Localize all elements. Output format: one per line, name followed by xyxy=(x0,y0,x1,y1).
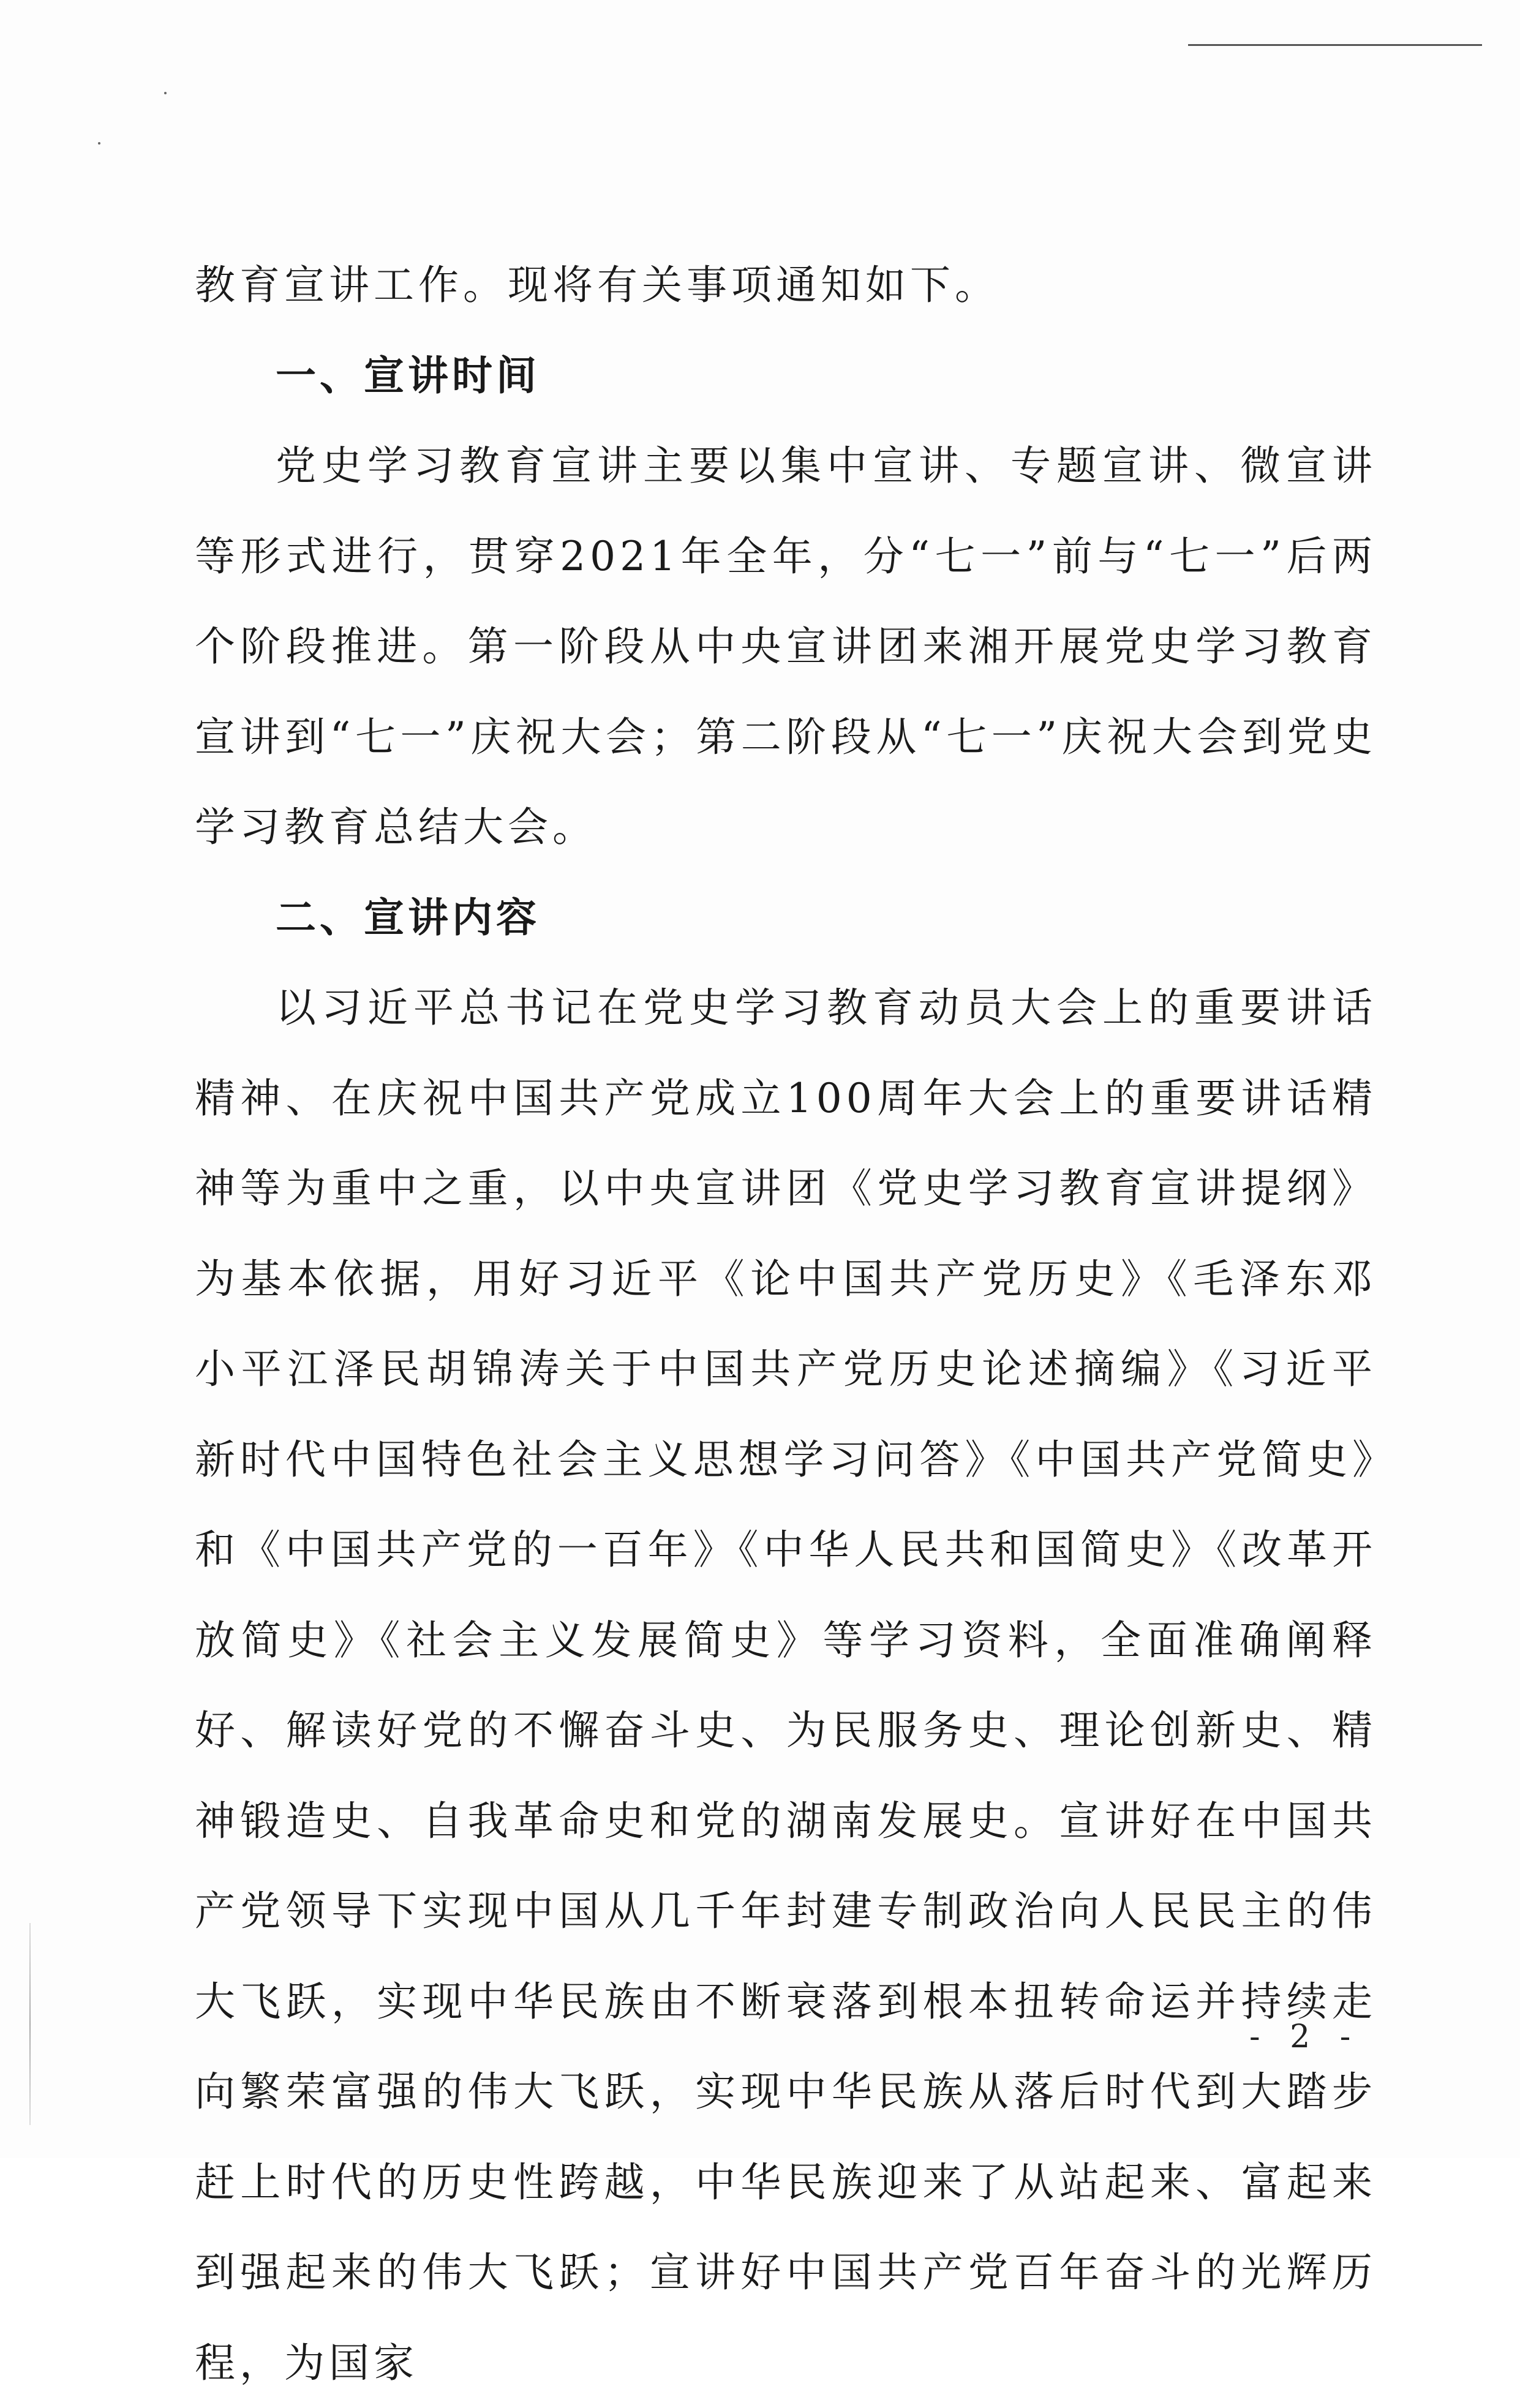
header-rule xyxy=(1188,44,1482,46)
scan-edge-mark xyxy=(29,1923,31,2125)
scan-speck xyxy=(98,142,100,145)
scan-speck xyxy=(164,92,167,94)
page-number: - 2 - xyxy=(1249,2019,1361,2055)
section-paragraph-content: 以习近平总书记在党史学习教育动员大会上的重要讲话精神、在庆祝中国共产党成立100周年大会上的重要讲话精神等为重中之重，以中央宣讲团《党史学习教育宣讲提纲》为基本依据，用好习近平《论中国共产党历史》《毛泽东邓小平江泽民胡锦涛关于中国共产党历史论述摘编》《习近平新时代中国特色社会主义思想学习问答》《中国共产党简史》和《中国共产党的一百年》《中华人民共和国简史》《改革开放简史》《社会主义发展简史》等学习资料，全面准确阐释好、解读好党的不懈奋斗史、为民服务史、理论创新史、精神锻造史、自我革命史和党的湖南发展史。宣讲好在中国共产党领导下实现中国从几千年封建专制政治向人民民主的伟大飞跃，实现中华民族由不断衰落到根本扭转命运并持续走向繁荣富强的伟大飞跃，实现中华民族从落后时代到大踏步赶上时代的历史性跨越，中华民族迎来了从站起来、富起来到强起来的伟大飞跃；宣讲好中国共产党百年奋斗的光辉历程，为国家 xyxy=(195,984,1377,2387)
section-heading-time: 一、宣讲时间 xyxy=(276,352,540,399)
section-heading-content: 二、宣讲内容 xyxy=(276,894,540,941)
opening-line: 教育宣讲工作。现将有关事项通知如下。 xyxy=(195,261,999,309)
document-body xyxy=(195,240,1377,2408)
section-paragraph-time: 党史学习教育宣讲主要以集中宣讲、专题宣讲、微宣讲等形式进行，贯穿2021年全年，分“七一”前与“七一”后两个阶段推进。第一阶段从中央宣讲团来湘开展党史学习教育宣讲到“七一”庆祝大会；第二阶段从“七一”庆祝大会到党史学习教育总结大会。 xyxy=(195,442,1377,851)
